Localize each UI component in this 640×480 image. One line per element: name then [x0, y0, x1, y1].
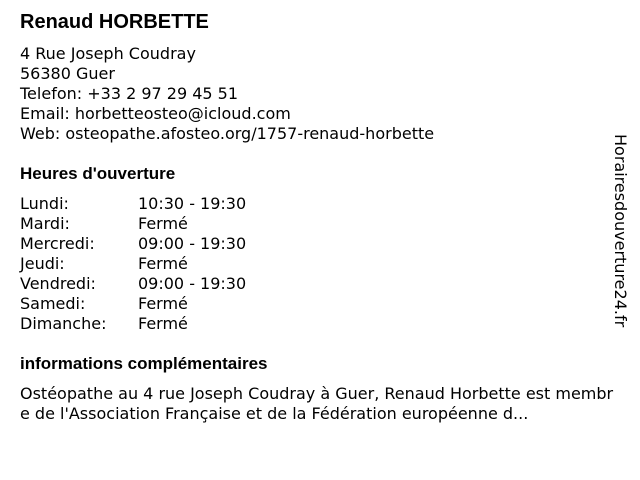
day-label: Jeudi:: [20, 254, 65, 273]
business-card: [20, 10, 616, 423]
day-label: Lundi:: [20, 194, 69, 213]
day-label: Samedi:: [20, 294, 86, 313]
day-label: Mardi:: [20, 214, 70, 233]
day-label: Vendredi:: [20, 274, 96, 293]
day-hours: Fermé: [138, 294, 188, 313]
phone-number: Telefon: +33 2 97 29 45 51: [20, 84, 239, 103]
site-watermark: Horairesdouverture24.fr: [611, 134, 630, 328]
day-hours: 09:00 - 19:30: [138, 274, 247, 293]
city-postal: 56380 Guer: [20, 64, 115, 83]
day-hours: 10:30 - 19:30: [138, 194, 247, 213]
info-description: Ostéopathe au 4 rue Joseph Coudray à Guer, Renaud Horbette est membre de l'Association Française et de la Fédération européenne d...: [20, 384, 614, 423]
street-address: 4 Rue Joseph Coudray: [20, 44, 196, 63]
opening-hours-table: [20, 194, 246, 334]
hours-row-tuesday: [20, 214, 246, 234]
email-address: Email: horbetteosteo@icloud.com: [20, 104, 291, 123]
hours-row-friday: [20, 274, 246, 294]
hours-title: Heures d'ouverture: [20, 164, 176, 183]
hours-row-thursday: [20, 254, 246, 274]
hours-row-sunday: [20, 314, 246, 334]
website-url: Web: osteopathe.afosteo.org/1757-renaud-horbette: [20, 124, 435, 143]
hours-row-wednesday: [20, 234, 246, 254]
business-name: Renaud HORBETTE: [20, 11, 209, 33]
day-hours: 09:00 - 19:30: [138, 234, 247, 253]
hours-row-saturday: [20, 294, 246, 314]
day-hours: Fermé: [138, 254, 188, 273]
day-hours: Fermé: [138, 314, 188, 333]
day-hours: Fermé: [138, 214, 188, 233]
day-label: Mercredi:: [20, 234, 95, 253]
info-title: informations complémentaires: [20, 354, 268, 373]
hours-row-monday: [20, 194, 246, 214]
day-label: Dimanche:: [20, 314, 107, 333]
